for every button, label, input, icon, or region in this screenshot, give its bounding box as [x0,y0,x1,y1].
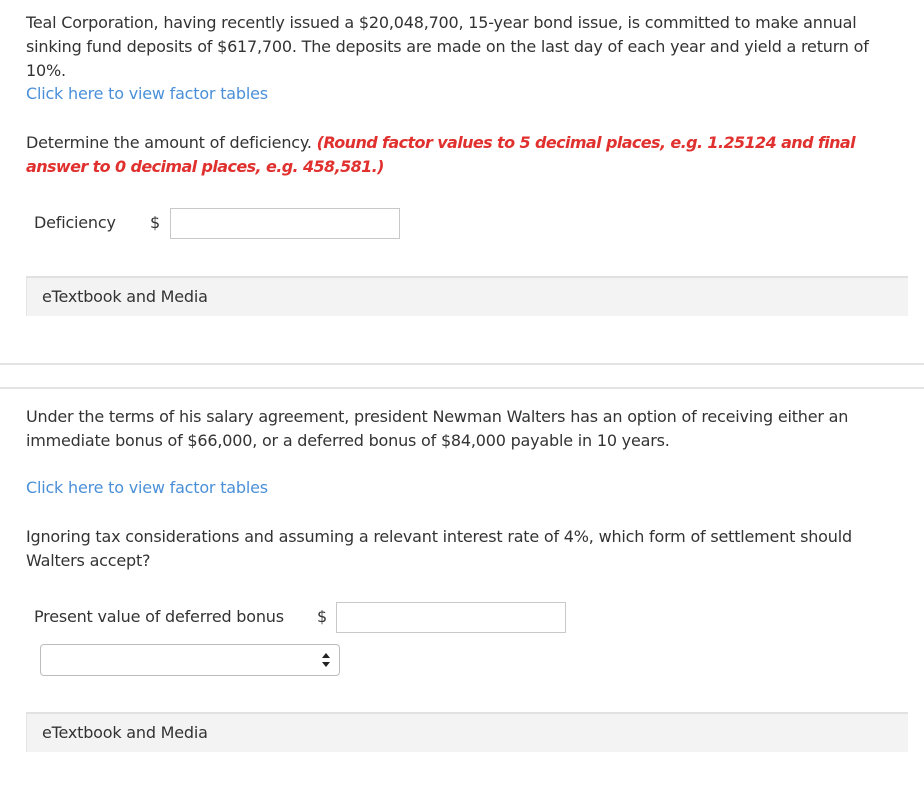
q1-factor-tables-link[interactable]: Click here to view factor tables [26,84,268,103]
q1-rounding-instruction: (Round factor values to 5 decimal places, e.g. 1.25124 and final answer to 0 decimal places, e.g. 458,581.) [26,133,856,176]
q1-currency-symbol: $ [150,213,160,232]
q1-etextbook-panel[interactable] [26,276,908,316]
q2-etextbook-label: eTextbook and Media [42,723,208,742]
q2-etextbook-panel[interactable] [26,712,908,752]
up-down-arrows-icon [321,652,331,668]
q1-deficiency-input[interactable] [170,208,400,239]
q2-present-value-label: Present value of deferred bonus [34,607,284,626]
q1-etextbook-label: eTextbook and Media [42,287,208,306]
q2-present-value-input[interactable] [336,602,566,633]
q2-problem-text: Under the terms of his salary agreement, president Newman Walters has an option of receiving either an immediate bonus of $66,000, or a deferred bonus of $84,000 payable in 10 years. [26,407,849,450]
q1-question-text: Determine the amount of deficiency. [26,133,312,152]
q2-currency-symbol: $ [317,607,327,626]
q2-factor-tables-link[interactable]: Click here to view factor tables [26,478,268,497]
q1-deficiency-label: Deficiency [34,213,116,232]
section-divider-top [0,363,924,365]
section-divider-bottom [0,387,924,389]
q1-problem-text: Teal Corporation, having recently issued a $20,048,700, 15-year bond issue, is committed to make annual sinking fund deposits of $617,700. The deposits are made on the last day of each year and yield a return of 10%. [26,13,869,80]
q2-question-text: Ignoring tax considerations and assuming a relevant interest rate of 4%, which form of settlement should Walters accept? [26,527,852,570]
q1-question [26,131,908,179]
q2-settlement-select[interactable] [40,644,340,676]
